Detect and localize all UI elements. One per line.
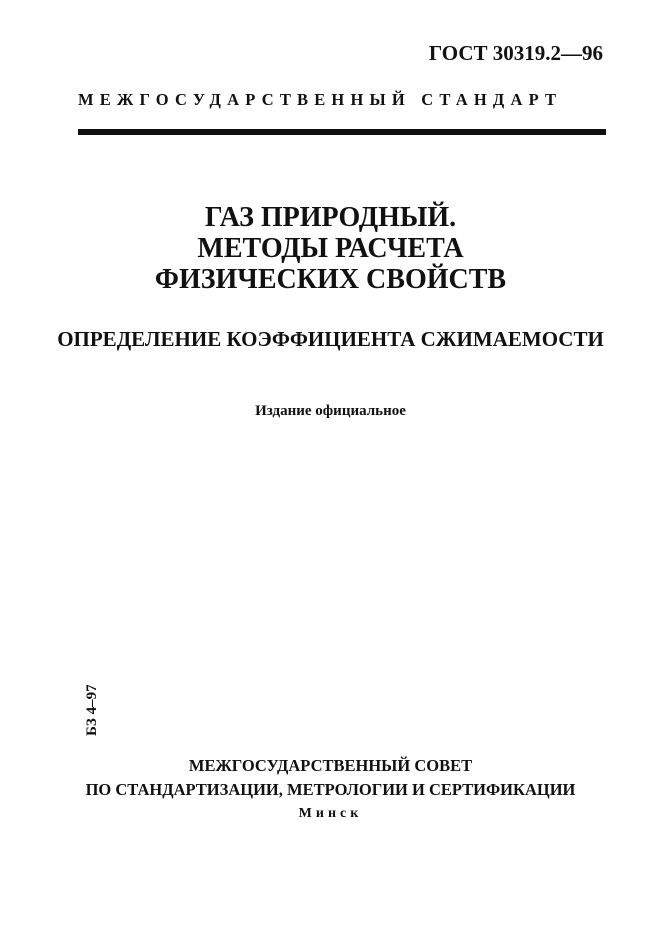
publisher-line-1: МЕЖГОСУДАРСТВЕННЫЙ СОВЕТ [188,756,473,775]
publisher-city: Минск [298,806,363,821]
standard-header: МЕЖГОСУДАРСТВЕННЫЙ СТАНДАРТ [78,90,563,109]
publisher-block [0,754,661,826]
title-line-3: ФИЗИЧЕСКИХ СВОЙСТВ [154,264,507,295]
title-line-2: МЕТОДЫ РАСЧЕТА [197,233,464,264]
publisher-line-2: ПО СТАНДАРТИЗАЦИИ, МЕТРОЛОГИИ И СЕРТИФИКАЦИИ [85,780,576,799]
title-line-1: ГАЗ ПРИРОДНЫЙ. [204,202,457,233]
side-code: БЗ 4–97 [84,684,100,736]
document-subtitle: ОПРЕДЕЛЕНИЕ КОЭФФИЦИЕНТА СЖИМАЕМОСТИ [57,327,604,351]
document-title [0,202,661,295]
document-number: ГОСТ 30319.2—96 [428,41,603,65]
edition-label: Издание официальное [255,403,406,419]
header-rule [78,129,606,135]
